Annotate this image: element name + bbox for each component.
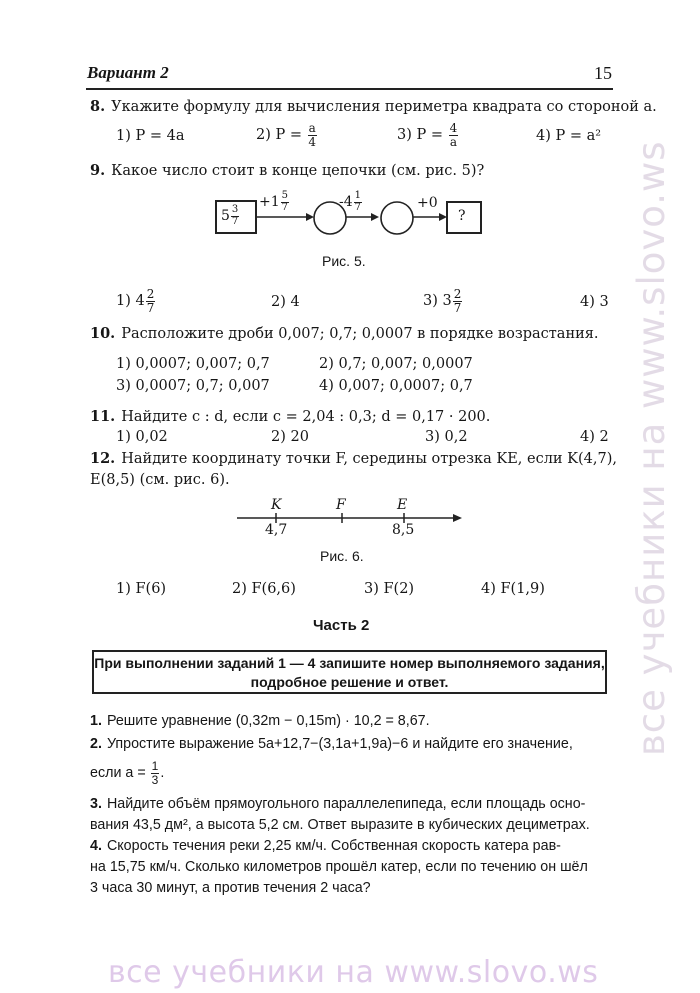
value-e: 8,5 — [392, 522, 415, 538]
page-number: 15 — [594, 63, 612, 83]
q10-option-2: 2) 0,7; 0,007; 0,0007 — [319, 356, 473, 372]
q12-option-3: 3) F(2) — [364, 581, 415, 597]
q10-option-3: 3) 0,0007; 0,7; 0,007 — [116, 378, 270, 394]
operation-3: +0 — [417, 195, 438, 211]
operation-2: -4 $\frac{1}{7}$ — [339, 190, 362, 213]
q11-option-1: 1) 0,02 — [116, 429, 168, 445]
question-number: 8. — [90, 98, 106, 115]
q8-option-1: 1) P = 4a — [116, 128, 185, 144]
q12-option-4: 4) F(1,9) — [481, 581, 545, 597]
q10-option-4: 4) 0,007; 0,0007; 0,7 — [319, 378, 473, 394]
task-1: 1. Решите уравнение (0,32m − 0,15m) · 10,2 = 8,67. — [90, 713, 430, 729]
operation-1: +1 $\frac{5}{7}$ — [259, 190, 289, 213]
end-value: ? — [458, 208, 466, 224]
watermark-bottom: все учебники на www.slovo.ws — [108, 955, 599, 990]
figure-5-caption: Рис. 5. — [322, 253, 366, 269]
question-number: 9. — [90, 162, 106, 179]
task-3-line-2: вания 43,5 дм², а высота 5,2 см. Ответ выразите в кубических дециметрах. — [90, 817, 590, 833]
task-4-line-2: на 15,75 км/ч. Сколько километров прошёл катер, если по течению он шёл — [90, 859, 588, 875]
question-12-line-2: E(8,5) (см. рис. 6). — [90, 472, 230, 488]
question-text: Какое число стоит в конце цепочки (см. рис. 5)? — [111, 163, 485, 179]
figure-6-caption: Рис. 6. — [320, 548, 364, 564]
start-value: 5 $\frac{3}{7}$ — [221, 204, 239, 227]
q8-option-4: 4) P = a² — [536, 128, 602, 144]
question-11: 11. Найдите c : d, если c = 2,04 : 0,3; d = 0,17 · 200. — [90, 408, 491, 425]
task-2: 2. Упростите выражение 5a+12,7−(3,1a+1,9a)−6 и найдите его значение, — [90, 736, 573, 752]
q11-option-3: 3) 0,2 — [425, 429, 468, 445]
label-k: K — [271, 497, 282, 513]
q8-option-3: 3) P = $\frac{4}{a}$ — [397, 121, 458, 149]
q9-option-2: 2) 4 — [271, 294, 300, 310]
task-4-line-3: 3 часа 30 минут, а против течения 2 часа? — [90, 880, 371, 896]
q9-option-3: 3) 3 $\frac{2}{7}$ — [423, 287, 462, 315]
axis-arrowhead — [453, 514, 462, 522]
task-4: 4. Скорость течения реки 2,25 км/ч. Собственная скорость катера рав- — [90, 838, 561, 854]
q10-option-1: 1) 0,0007; 0,007; 0,7 — [116, 356, 270, 372]
variant-label: Вариант 2 — [87, 63, 169, 82]
q12-option-1: 1) F(6) — [116, 581, 167, 597]
q11-option-2: 2) 20 — [271, 429, 309, 445]
question-12: 12. Найдите координату точки F, середины отрезка KE, если K(4,7), — [90, 450, 618, 467]
q9-option-4: 4) 3 — [580, 294, 609, 310]
question-10: 10. Расположите дроби 0,007; 0,7; 0,0007 в порядке возрастания. — [90, 325, 599, 342]
question-text: Укажите формулу для вычисления периметра квадрата со стороной a. — [111, 99, 657, 115]
q9-option-1: 1) 4 $\frac{2}{7}$ — [116, 287, 155, 315]
watermark-vertical: все учебники на www.slovo.ws — [630, 140, 673, 756]
value-k: 4,7 — [265, 522, 288, 538]
q12-option-2: 2) F(6,6) — [232, 581, 296, 597]
fraction: $\frac{a}{4}$ — [308, 121, 317, 149]
q8-option-2: 2) P = $\frac{a}{4}$ — [256, 121, 317, 149]
instruction-box: При выполнении заданий 1 — 4 запишите номер выполняемого задания, подробное решение и ответ. — [92, 650, 607, 694]
label-e: E — [397, 497, 408, 513]
task-3: 3. Найдите объём прямоугольного параллелепипеда, если площадь осно- — [90, 796, 586, 812]
part-2-title: Часть 2 — [313, 617, 370, 634]
task-2-line-2: если a = $\frac{1}{3}$ . — [90, 759, 165, 787]
fraction: $\frac{4}{a}$ — [449, 121, 458, 149]
q11-option-4: 4) 2 — [580, 429, 609, 445]
label-f: F — [336, 497, 346, 513]
